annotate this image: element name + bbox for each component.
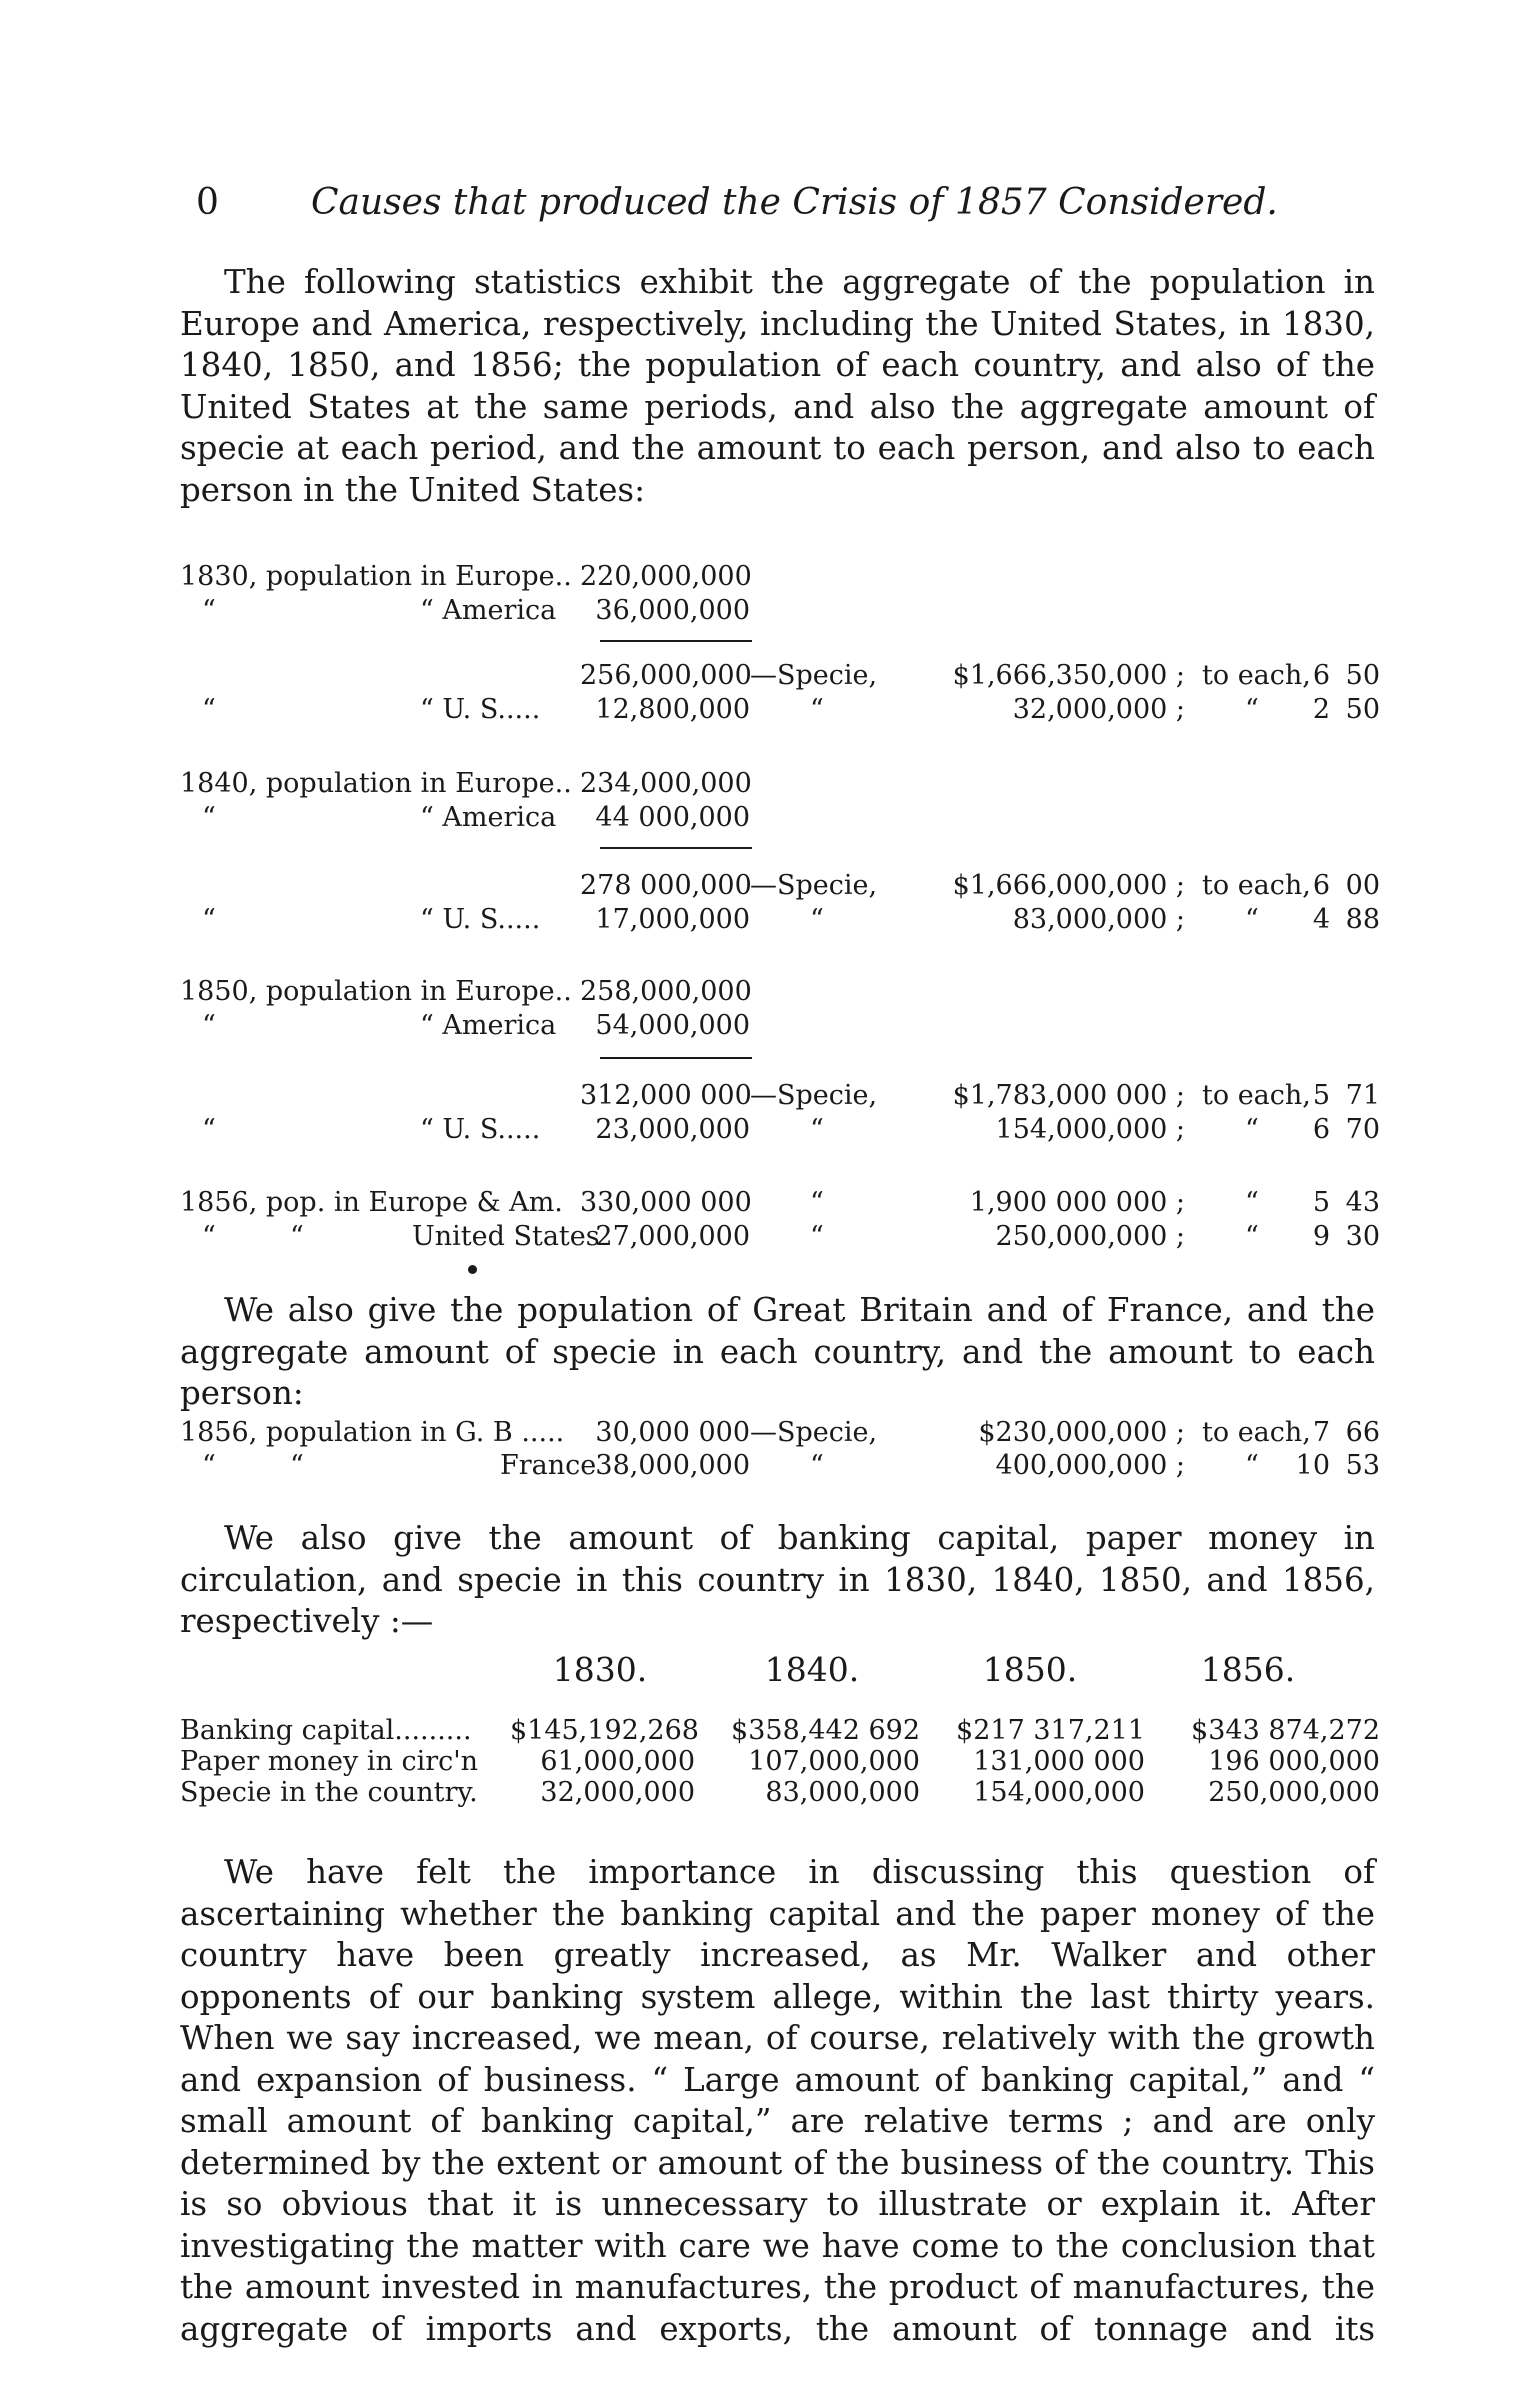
specie-total: $230,000,000 ; xyxy=(978,1417,1185,1448)
year-header: 1830. xyxy=(552,1650,648,1689)
cell-value: $217 317,211 xyxy=(956,1715,1145,1746)
stat-row-1850-europe xyxy=(180,976,1380,1012)
each-cents: 53 xyxy=(1345,1450,1380,1481)
stat-label: United States xyxy=(412,1221,600,1252)
closing-paragraph: We have felt the importance in discussing this question of ascertaining whether the banking capital and the paper money of the country have been greatly increased, as Mr. Walker and other opponents of our banking system allege, within the last thirty years. When we say increased, we mean, of course, relatively with the growth and expansion of business. “ Large amount of banking capital,” and “ small amount of banking capital,” are relative terms ; and are only determined by the extent or amount of the business of the country. This is so obvious that it is unnecessary to illustrate or explain it. After investigating the matter with care we have come to the conclusion that the amount invested in manufactures, the product of manufactures, the aggregate of imports and exports, the amount of tonnage and its xyxy=(180,1853,1375,2348)
each-cents: 88 xyxy=(1345,904,1380,935)
ditto-mark: “ xyxy=(202,1221,216,1252)
ditto-mark: “ xyxy=(202,904,216,935)
each-label: to each, xyxy=(1202,1080,1311,1111)
each-cents: 66 xyxy=(1345,1417,1380,1448)
ditto-mark: “ xyxy=(1245,1187,1259,1218)
table-row xyxy=(180,1777,1380,1813)
cell-value: 61,000,000 xyxy=(540,1746,695,1777)
cell-value: 107,000,000 xyxy=(748,1746,920,1777)
stat-label: “ U. S..... xyxy=(420,904,541,935)
year-header: 1840. xyxy=(764,1650,860,1689)
row-label: Banking capital......... xyxy=(180,1715,472,1746)
stat-row-1840-total xyxy=(180,870,1380,906)
each-cents: 71 xyxy=(1345,1080,1380,1111)
cell-value: $145,192,268 xyxy=(510,1715,699,1746)
each-dollars: 2 xyxy=(1312,694,1330,725)
page-number: 0 xyxy=(196,182,219,223)
stat-value: 12,800,000 xyxy=(595,694,750,725)
ditto-mark: “ xyxy=(202,595,216,626)
stat-row-1830-america xyxy=(180,595,1380,631)
each-dollars: 7 xyxy=(1312,1417,1330,1448)
stat-label: “ America xyxy=(420,595,557,626)
each-label: to each, xyxy=(1202,870,1311,901)
year-header: 1850. xyxy=(982,1650,1078,1689)
each-dollars: 5 xyxy=(1312,1080,1330,1111)
each-dollars: 6 xyxy=(1312,870,1330,901)
stat-row-france xyxy=(180,1450,1380,1486)
running-title: Causes that produced the Crisis of 1857 Considered. xyxy=(311,182,1278,223)
stat-label: France xyxy=(500,1450,597,1481)
us-specie: 250,000,000 ; xyxy=(995,1221,1185,1252)
stat-value: 27,000,000 xyxy=(595,1221,750,1252)
stat-value: 234,000,000 xyxy=(580,768,752,799)
ditto-mark: “ xyxy=(202,1010,216,1041)
stat-label: “ America xyxy=(420,1010,557,1041)
cell-value: 196 000,000 xyxy=(1208,1746,1380,1777)
stat-label: 1840, population in Europe.. xyxy=(180,768,572,799)
sum-rule xyxy=(600,640,752,642)
stat-total: 312,000 000 xyxy=(580,1080,752,1111)
ditto-mark: “ xyxy=(202,802,216,833)
ditto-mark: “ xyxy=(810,1450,824,1481)
each-cents: 43 xyxy=(1345,1187,1380,1218)
each-dollars: 6 xyxy=(1312,660,1330,691)
us-specie: 83,000,000 ; xyxy=(1012,904,1185,935)
stat-row-1850-total xyxy=(180,1080,1380,1116)
each-dollars: 6 xyxy=(1312,1114,1330,1145)
stat-row-1840-america xyxy=(180,802,1380,838)
ditto-mark: “ xyxy=(1245,1221,1259,1252)
stat-value: 258,000,000 xyxy=(580,976,752,1007)
each-cents: 70 xyxy=(1345,1114,1380,1145)
specie-total: 1,900 000 000 ; xyxy=(969,1187,1185,1218)
ditto-mark: “ xyxy=(202,1450,216,1481)
stat-row-1840-europe xyxy=(180,768,1380,804)
specie-total: $1,666,000,000 ; xyxy=(952,870,1185,901)
stat-row-1830-us xyxy=(180,694,1380,730)
banking-paragraph: We also give the amount of banking capital, paper money in circulation, and specie in this country in 1830, 1840, 1850, and 1856, respectively :— xyxy=(180,1519,1375,1640)
stat-value: 220,000,000 xyxy=(580,561,752,592)
specie-label: —Specie, xyxy=(750,870,878,901)
stat-row-1850-us xyxy=(180,1114,1380,1150)
gb-france-paragraph: We also give the population of Great Britain and of France, and the aggregate amount of specie in each country, and the amount to each person: xyxy=(180,1291,1375,1412)
stat-row-1840-us xyxy=(180,904,1380,940)
ditto-mark: “ xyxy=(810,694,824,725)
each-cents: 00 xyxy=(1345,870,1380,901)
row-label: Paper money in circ'n xyxy=(180,1746,479,1777)
cell-value: $358,442 692 xyxy=(731,1715,920,1746)
each-cents: 30 xyxy=(1345,1221,1380,1252)
ditto-mark: “ xyxy=(810,1187,824,1218)
cell-value: 83,000,000 xyxy=(765,1777,920,1808)
us-specie: 154,000,000 ; xyxy=(995,1114,1185,1145)
year-header: 1856. xyxy=(1200,1650,1296,1689)
ditto-mark: “ xyxy=(202,1114,216,1145)
ditto-mark: “ xyxy=(1245,1450,1259,1481)
specie-label: —Specie, xyxy=(750,660,878,691)
stat-value: 54,000,000 xyxy=(595,1010,750,1041)
ditto-mark: “ xyxy=(810,1114,824,1145)
cell-value: 250,000,000 xyxy=(1208,1777,1380,1808)
ditto-mark: “ xyxy=(810,1221,824,1252)
stat-value: 17,000,000 xyxy=(595,904,750,935)
stat-label: “ U. S..... xyxy=(420,1114,541,1145)
row-label: Specie in the country. xyxy=(180,1777,478,1808)
ditto-mark: “ xyxy=(1245,694,1259,725)
stat-value: 44 000,000 xyxy=(595,802,750,833)
ditto-mark: “ xyxy=(202,694,216,725)
specie-label: —Specie, xyxy=(750,1417,878,1448)
stat-value: 36,000,000 xyxy=(595,595,750,626)
stray-dot-mark xyxy=(468,1265,477,1274)
cell-value: 32,000,000 xyxy=(540,1777,695,1808)
banking-table-header xyxy=(180,1650,1380,1696)
stat-value: 23,000,000 xyxy=(595,1114,750,1145)
stat-total: 256,000,000 xyxy=(580,660,752,691)
stat-label: 1830, population in Europe.. xyxy=(180,561,572,592)
stat-total: 278 000,000 xyxy=(580,870,752,901)
each-label: to each, xyxy=(1202,660,1311,691)
stat-row-1830-total xyxy=(180,660,1380,696)
ditto-mark: “ xyxy=(810,904,824,935)
cell-value: 154,000,000 xyxy=(973,1777,1145,1808)
stat-row-1856-us xyxy=(180,1221,1380,1257)
each-dollars: 5 xyxy=(1312,1187,1330,1218)
ditto-mark: “ xyxy=(290,1450,304,1481)
ditto-mark: “ xyxy=(1245,904,1259,935)
specie-total: $1,666,350,000 ; xyxy=(952,660,1185,691)
each-dollars: 9 xyxy=(1312,1221,1330,1252)
ditto-mark: “ xyxy=(290,1221,304,1252)
intro-paragraph: The following statistics exhibit the aggregate of the population in Europe and America, respectively, including the United States, in 1830, 1840, 1850, and 1856; the population of each country, and also of the United States at the same periods, and also the aggregate amount of specie at each period, and the amount to each person, and also to each person in the United States: xyxy=(180,263,1375,509)
each-dollars: 10 xyxy=(1295,1450,1330,1481)
stat-label: “ America xyxy=(420,802,557,833)
page-header xyxy=(196,182,1396,232)
each-label: to each, xyxy=(1202,1417,1311,1448)
each-dollars: 4 xyxy=(1312,904,1330,935)
stat-value: 30,000 000 xyxy=(595,1417,750,1448)
stat-row-1856-all xyxy=(180,1187,1380,1223)
stat-label: “ U. S..... xyxy=(420,694,541,725)
specie-label: —Specie, xyxy=(750,1080,878,1111)
stat-row-gb xyxy=(180,1417,1380,1453)
stat-row-1830-europe xyxy=(180,561,1380,597)
cell-value: 131,000 000 xyxy=(973,1746,1145,1777)
stat-value: 330,000 000 xyxy=(580,1187,752,1218)
sum-rule xyxy=(600,847,752,849)
sum-rule xyxy=(600,1057,752,1059)
ditto-mark: “ xyxy=(1245,1114,1259,1145)
stat-value: 38,000,000 xyxy=(595,1450,750,1481)
stat-label: 1856, population in G. B ..... xyxy=(180,1417,565,1448)
each-cents: 50 xyxy=(1345,660,1380,691)
us-specie: 400,000,000 ; xyxy=(995,1450,1185,1481)
stat-row-1850-america xyxy=(180,1010,1380,1046)
stat-label: 1850, population in Europe.. xyxy=(180,976,572,1007)
cell-value: $343 874,272 xyxy=(1191,1715,1380,1746)
specie-total: $1,783,000 000 ; xyxy=(952,1080,1185,1111)
each-cents: 50 xyxy=(1345,694,1380,725)
us-specie: 32,000,000 ; xyxy=(1012,694,1185,725)
stat-label: 1856, pop. in Europe & Am. xyxy=(180,1187,563,1218)
